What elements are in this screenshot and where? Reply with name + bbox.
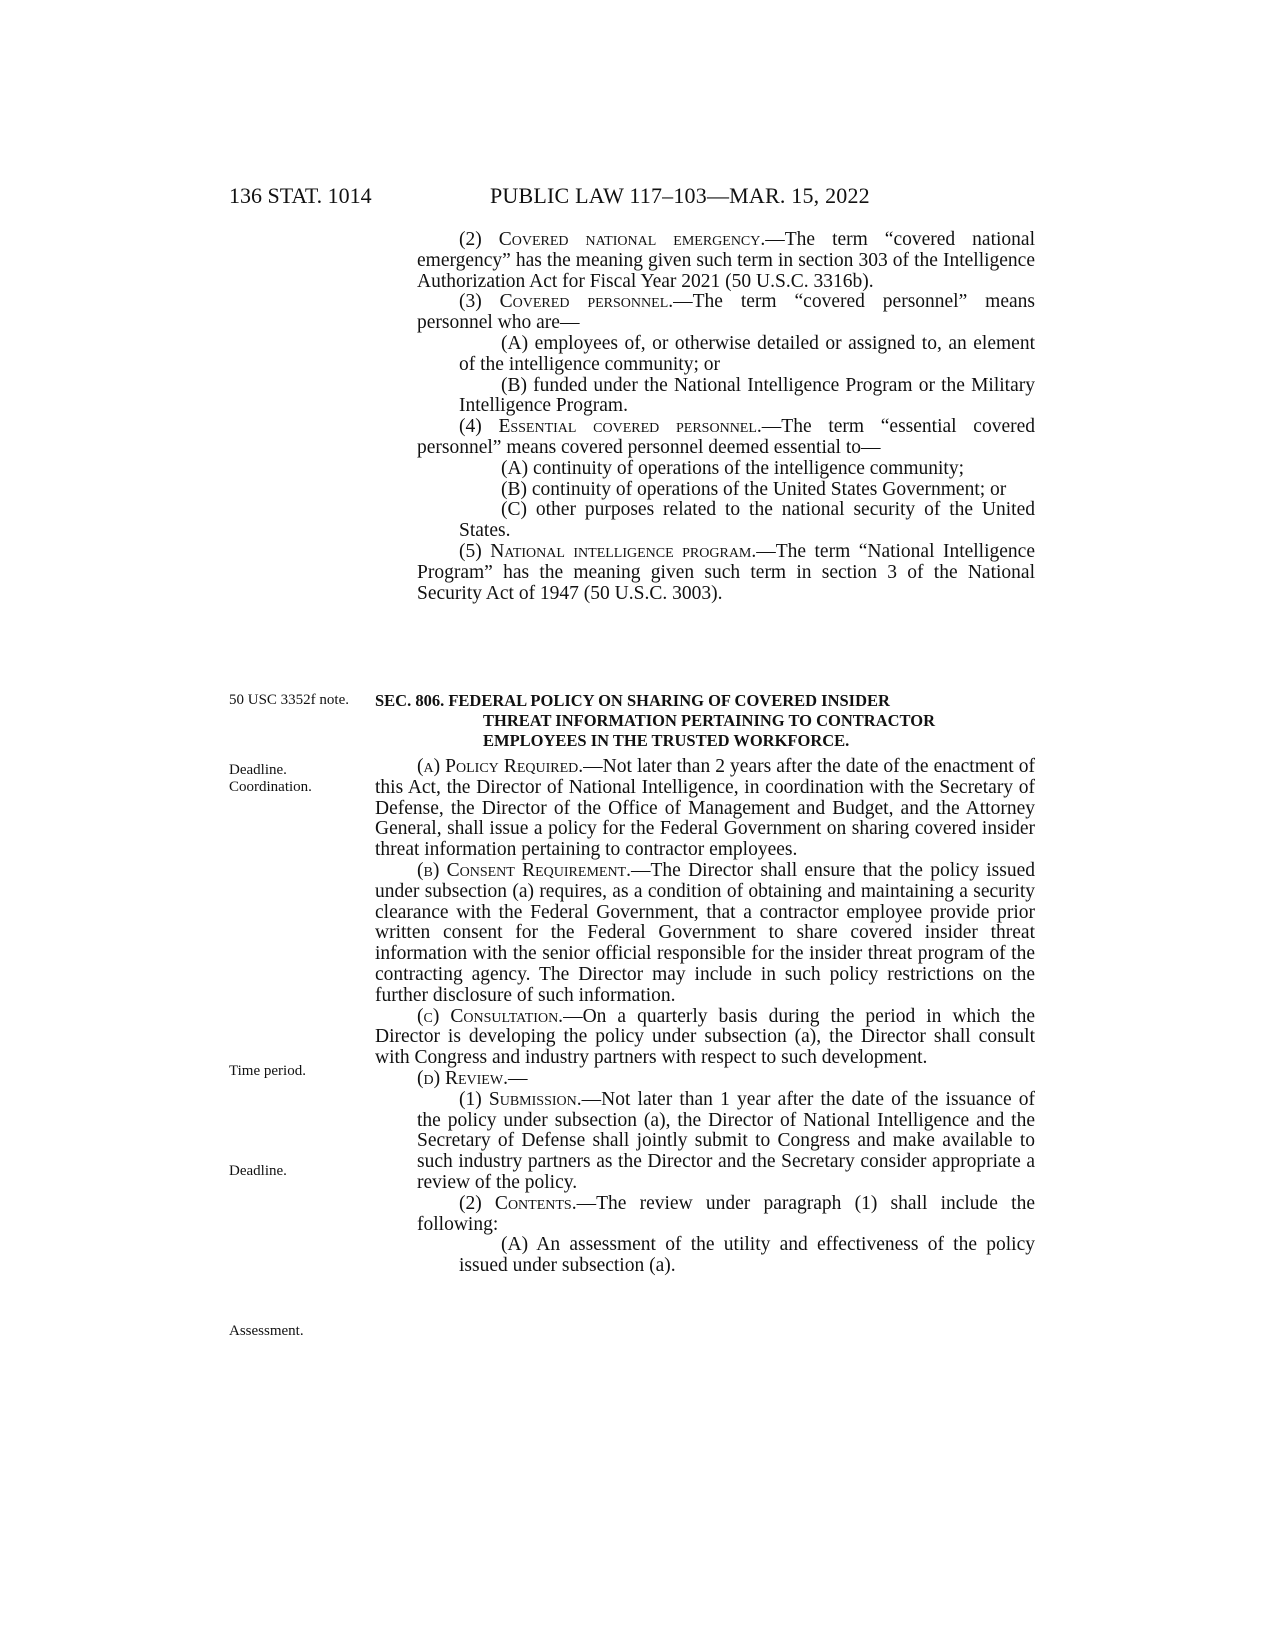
section-body [375, 757, 1035, 1277]
page-title: PUBLIC LAW 117–103—MAR. 15, 2022 [490, 183, 870, 208]
paragraph-d2-text: —The review under paragraph (1) shall include the following: [417, 1192, 1035, 1235]
definition-2-text: —The term “covered national emergency” has the meaning given such term in section 303 of the Intelligence Authorization Act for Fiscal Year 2021 (50 U.S.C. 3316b). [417, 229, 1035, 292]
subsection-a-heading: (a) Policy Required. [417, 756, 584, 777]
subsection-b-text: —The Director shall ensure that the policy issued under subsection (a) requires, as a condition of obtaining and maintaining a security clearance with the Federal Government, that a contractor employee provide prior written consent for the Federal Government to share covered insider threat information with the senior official responsible for the insider threat program of the contracting agency. The Director may include in such policy restrictions on the further disclosure of such information. [375, 859, 1035, 1006]
page-header [0, 183, 1275, 213]
definition-5-text: —The term “National Intelligence Program” has the meaning given such term in section 3 of the National Security Act of 1947 (50 U.S.C. 3003). [417, 540, 1035, 604]
subsection-d [375, 1069, 1035, 1090]
definition-4-c: (C) other purposes related to the national security of the United States. [459, 499, 1035, 542]
paragraph-d1-heading: (1) Submission. [459, 1088, 582, 1110]
definition-3-a: (A) employees of, or otherwise detailed or assigned to, an element of the intelligence community; or [459, 332, 1035, 375]
subsection-a-text: —Not later than 2 years after the date of the enactment of this Act, the Director of National Intelligence, in coordination with the Secretary of Defense, the Director of the Office of Management and Budget, and the Attorney General, shall issue a policy for the Federal Government on sharing covered insider threat information pertaining to contractor employees. [375, 756, 1035, 861]
definition-3-b: (B) funded under the National Intelligence Program or the Military Intelligence Program. [459, 374, 1035, 417]
margin-note-deadline-coordination: Deadline. Coordination. [229, 762, 312, 795]
section-heading-line2: THREAT INFORMATION PERTAINING TO CONTRACTOR [483, 711, 936, 730]
section-heading-line3: EMPLOYEES IN THE TRUSTED WORKFORCE. [483, 731, 850, 750]
paragraph-d2 [417, 1194, 1035, 1236]
definition-4 [417, 417, 1035, 459]
section-heading [375, 691, 1035, 751]
paragraph-d2-a: (A) An assessment of the utility and effectiveness of the policy issued under subsection (a). [459, 1234, 1035, 1277]
definition-4-text: —The term “essential covered personnel” means covered personnel deemed essential to— [417, 416, 1035, 458]
subsection-d-text: — [507, 1067, 528, 1089]
definition-4-a: (A) continuity of operations of the intelligence community; [501, 457, 965, 479]
margin-note-assessment: Assessment. [229, 1323, 304, 1339]
margin-note-time-period: Time period. [229, 1063, 306, 1079]
section-heading-line1: SEC. 806. FEDERAL POLICY ON SHARING OF COVERED INSIDER [375, 691, 890, 710]
subsection-c [375, 1007, 1035, 1069]
definition-4-b: (B) continuity of operations of the United States Government; or [501, 478, 1007, 500]
definition-3 [417, 292, 1035, 334]
subsection-a [375, 757, 1035, 861]
margin-note-deadline: Deadline. [229, 1163, 287, 1179]
margin-note-usc: 50 USC 3352f note. [229, 692, 349, 708]
subsection-b [375, 861, 1035, 1007]
definition-2-heading: (2) Covered national emergency. [459, 229, 766, 250]
definition-5 [417, 542, 1035, 604]
subsection-d-heading: (d) Review. [417, 1067, 508, 1089]
stat-citation: 136 STAT. 1014 [229, 183, 372, 208]
paragraph-d1-text: —Not later than 1 year after the date of the issuance of the policy under subsection (a), the Director of National Intelligence and the Secretary of Defense shall jointly submit to Congress and make available to such industry partners as the Director and the Secretary consider appropriate a review of the policy. [417, 1088, 1035, 1193]
definition-4-heading: (4) Essential covered personnel. [459, 416, 762, 438]
definition-5-heading: (5) National intelligence program. [459, 540, 757, 562]
paragraph-d1 [417, 1090, 1035, 1194]
subsection-c-heading: (c) Consultation. [417, 1005, 564, 1027]
definition-3-heading: (3) Covered personnel. [459, 291, 674, 313]
definitions-block [375, 230, 1035, 604]
paragraph-d2-heading: (2) Contents. [459, 1192, 577, 1214]
subsection-c-text: —On a quarterly basis during the period in which the Director is developing the policy under subsection (a), the Director shall consult with Congress and industry partners with respect to such development. [375, 1005, 1035, 1069]
subsection-b-heading: (b) Consent Requirement. [417, 859, 631, 881]
definition-3-text: —The term “covered personnel” means personnel who are— [417, 291, 1035, 334]
definition-2 [417, 230, 1035, 292]
